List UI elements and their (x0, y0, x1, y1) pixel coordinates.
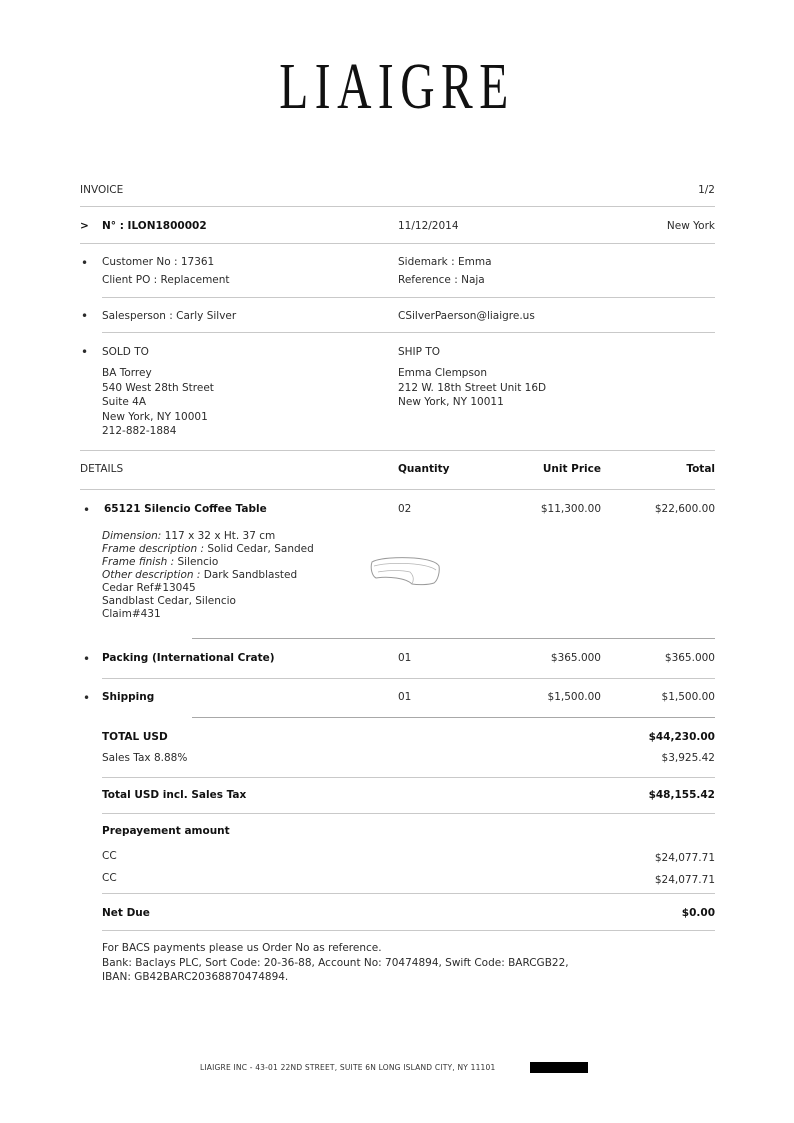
detail-value: Dark Sandblasted (203, 569, 298, 581)
invoice-date: 11/12/2014 (398, 220, 459, 232)
detail-value: Cedar Ref#13045 (102, 582, 196, 594)
bullet-icon: • (83, 652, 91, 666)
document-title: INVOICE (80, 184, 124, 196)
divider (102, 813, 715, 814)
divider (80, 450, 715, 451)
coffee-table-thumbnail (368, 554, 442, 588)
item-unit-price: $1,500.00 (547, 691, 601, 703)
detail-label: Dimension: (102, 530, 165, 542)
salesperson-email: CSilverPaerson@liaigre.us (398, 310, 535, 322)
bullet-icon: • (81, 309, 89, 323)
item-unit-price: $365.000 (550, 652, 601, 664)
item-name: 65121 Silencio Coffee Table (104, 503, 267, 515)
address-line: 212-882-1884 (102, 425, 177, 437)
prepayment-amount: $24,077.71 (654, 852, 715, 864)
address-line: Emma Clempson (398, 367, 488, 379)
sales-tax-label: Sales Tax 8.88% (102, 752, 188, 764)
divider (102, 678, 715, 679)
item-quantity: 02 (398, 503, 412, 515)
divider (102, 930, 715, 931)
sold-to-address (102, 366, 214, 439)
invoice-city: New York (666, 220, 715, 232)
bullet-icon: • (81, 256, 89, 270)
sold-to-label: SOLD TO (102, 346, 149, 358)
invoice-number: N° : ILON1800002 (102, 220, 207, 232)
total-header: Total (686, 463, 715, 475)
divider (192, 638, 715, 639)
divider (192, 717, 715, 718)
divider (80, 206, 715, 207)
detail-value: Silencio (177, 556, 219, 568)
detail-value: 117 x 32 x Ht. 37 cm (164, 530, 276, 542)
total-incl-tax-value: $48,155.42 (648, 789, 715, 801)
customer-number: Customer No : 17361 (102, 256, 215, 268)
note-line: IBAN: GB42BARC20368870474894. (102, 971, 289, 983)
brand-logo: LIAIGRE (279, 50, 515, 123)
address-line: New York, NY 10001 (102, 410, 208, 423)
total-incl-tax-label: Total USD incl. Sales Tax (102, 789, 247, 801)
page-number: 1/2 (698, 184, 715, 196)
address-line: 212 W. 18th Street Unit 16D (398, 381, 547, 394)
total-usd-label: TOTAL USD (102, 731, 168, 743)
item-name: Shipping (102, 691, 155, 703)
quantity-header: Quantity (398, 463, 450, 475)
prepayment-method: CC (102, 872, 117, 884)
item-total: $22,600.00 (654, 503, 715, 515)
address-line: Suite 4A (102, 396, 147, 408)
item-unit-price: $11,300.00 (540, 503, 601, 515)
detail-label: Frame description : (102, 543, 208, 555)
item-total: $365.000 (664, 652, 715, 664)
sidemark: Sidemark : Emma (398, 256, 492, 268)
detail-label: Other description : (102, 569, 204, 581)
divider (102, 893, 715, 894)
address-line: BA Torrey (102, 367, 152, 379)
address-line: 540 West 28th Street (102, 381, 214, 394)
note-line: For BACS payments please us Order No as reference. (102, 942, 382, 954)
detail-value: Solid Cedar, Sanded (207, 543, 314, 555)
divider (80, 489, 715, 490)
bullet-icon: • (81, 345, 89, 359)
note-line: Bank: Baclays PLC, Sort Code: 20-36-88, Account No: 70474894, Swift Code: BARCGB22, (102, 956, 569, 969)
item-total: $1,500.00 (661, 691, 715, 703)
reference: Reference : Naja (398, 274, 485, 286)
divider (102, 332, 715, 333)
prepayment-label: Prepayement amount (102, 825, 230, 837)
item-quantity: 01 (398, 691, 412, 703)
prepayment-method: CC (102, 850, 117, 862)
detail-value: Claim#431 (102, 608, 161, 620)
unit-price-header: Unit Price (542, 463, 601, 475)
total-usd-value: $44,230.00 (648, 731, 715, 743)
item-quantity: 01 (398, 652, 412, 664)
bullet-icon: • (83, 503, 91, 517)
net-due-value: $0.00 (681, 907, 715, 919)
prepayment-amount: $24,077.71 (654, 874, 715, 886)
divider (80, 243, 715, 244)
arrow-icon: > (80, 220, 89, 232)
address-line: New York, NY 10011 (398, 396, 504, 408)
company-address-footer: LIAIGRE INC - 43-01 22ND STREET, SUITE 6N LONG ISLAND CITY, NY 11101 (200, 1063, 496, 1072)
detail-value: Sandblast Cedar, Silencio (102, 595, 236, 607)
details-header: DETAILS (80, 463, 124, 475)
bullet-icon: • (83, 691, 91, 705)
item-description (102, 530, 314, 621)
detail-label: Frame finish : (102, 556, 178, 568)
item-name: Packing (International Crate) (102, 652, 275, 664)
divider (102, 297, 715, 298)
client-po: Client PO : Replacement (102, 274, 230, 286)
payment-notes (102, 941, 569, 985)
divider (102, 777, 715, 778)
sales-tax-value: $3,925.42 (661, 752, 715, 764)
ship-to-address (398, 366, 546, 410)
ship-to-label: SHIP TO (398, 346, 441, 358)
net-due-label: Net Due (102, 907, 150, 919)
redaction-bar (530, 1062, 588, 1073)
salesperson: Salesperson : Carly Silver (102, 310, 237, 322)
